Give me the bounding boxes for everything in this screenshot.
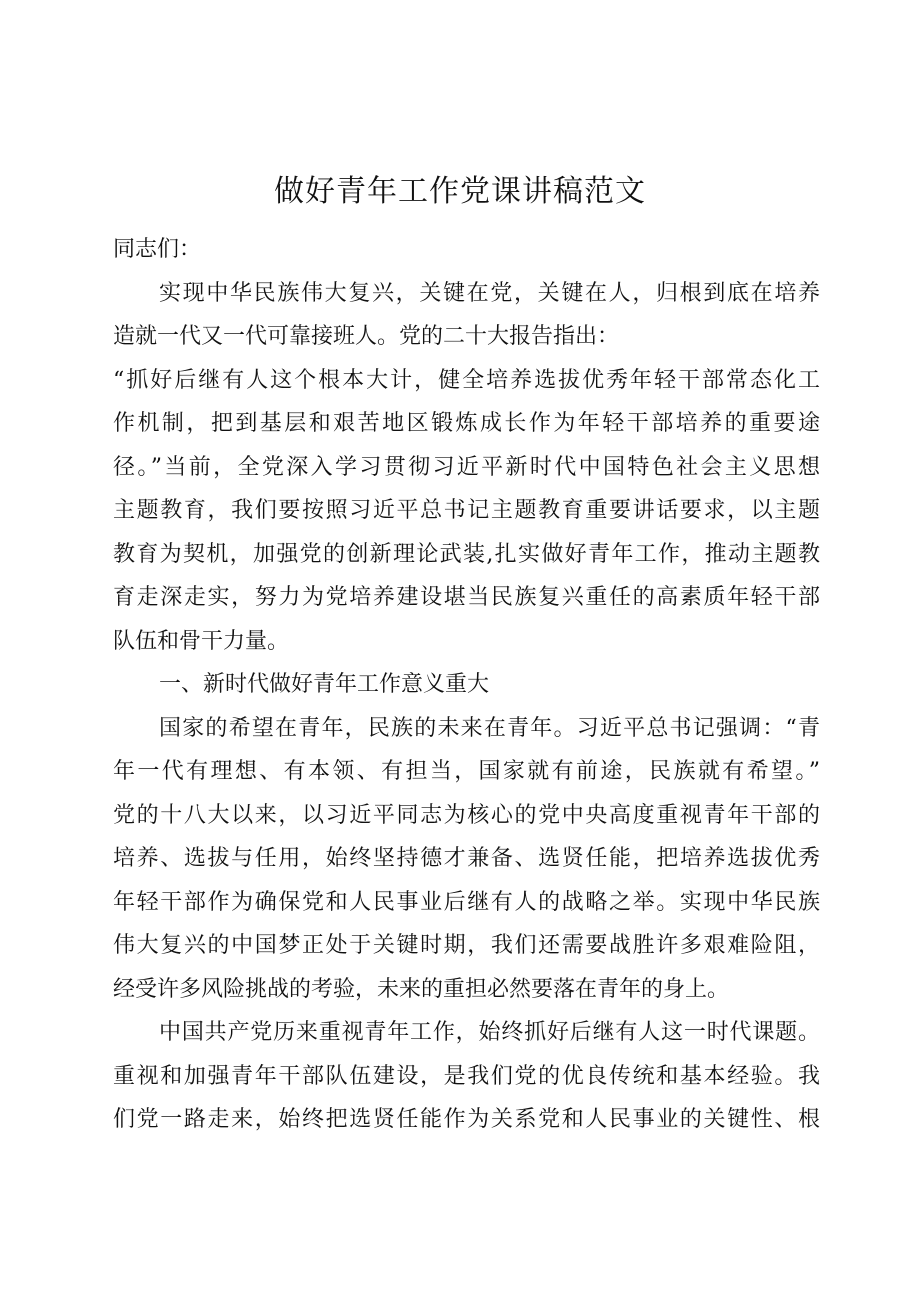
paragraph-3-line-2: 重视和加强青年干部队伍建设，是我们党的优良传统和基本经验。我 [113,1063,820,1089]
paragraph-1-line-2: 造就一代又一代可靠接班人。党的二十大报告指出： [113,324,620,349]
paragraph-2-line-3: 党的十八大以来，以习近平同志为核心的党中央高度重视青年干部的 [113,802,820,828]
paragraph-3-line-3: 们党一路走来，始终把选贤任能作为关系党和人民事业的关键性、根 [113,1107,820,1132]
paragraph-2-line-1: 国家的希望在青年，民族的未来在青年。习近平总书记强调：“青 [159,715,820,741]
paragraph-1-line-3: “抓好后继有人这个根本大计，健全培养选拔优秀年轻干部常态化工 [113,367,820,393]
paragraph-2-line-6: 伟大复兴的中国梦正处于关键时期，我们还需要战胜许多艰难险阻， [113,933,820,958]
document-body [113,228,820,1142]
section-heading-1: 一、新时代做好青年工作意义重大 [159,672,490,697]
document-title: 做好青年工作党课讲稿范文 [274,174,646,209]
paragraph-1-line-7: 教育为契机，加强党的创新理论武装,扎实做好青年工作，推动主题教 [113,541,820,567]
paragraph-2-line-5: 年轻干部作为确保党和人民事业后继有人的战略之举。实现中华民族 [113,889,820,915]
paragraph-1-line-9: 队伍和骨干力量。 [113,628,290,654]
paragraph-1-line-1: 实现中华民族伟大复兴，关键在党，关键在人，归根到底在培养 [159,280,820,306]
paragraph-1-line-8: 育走深走实，努力为党培养建设堪当民族复兴重任的高素质年轻干部 [113,585,820,610]
paragraph-2-line-7: 经受许多风险挑战的考验，未来的重担必然要落在青年的身上。 [113,976,730,1002]
paragraph-1-line-6: 主题教育，我们要按照习近平总书记主题教育重要讲话要求，以主题 [113,498,820,523]
paragraph-2-line-2: 年一代有理想、有本领、有担当，国家就有前途，民族就有希望。” [113,759,820,784]
paragraph-2-line-4: 培养、选拔与任用，始终坚持德才兼备、选贤任能，把培养选拔优秀 [113,846,820,871]
paragraph-3-line-1: 中国共产党历来重视青年工作，始终抓好后继有人这一时代课题。 [159,1020,820,1045]
salutation: 同志们： [113,237,202,262]
paragraph-1-line-4: 作机制，把到基层和艰苦地区锻炼成长作为年轻干部培养的重要途 [113,411,820,436]
paragraph-1-line-5: 径。”当前，全党深入学习贯彻习近平新时代中国特色社会主义思想 [113,454,820,480]
